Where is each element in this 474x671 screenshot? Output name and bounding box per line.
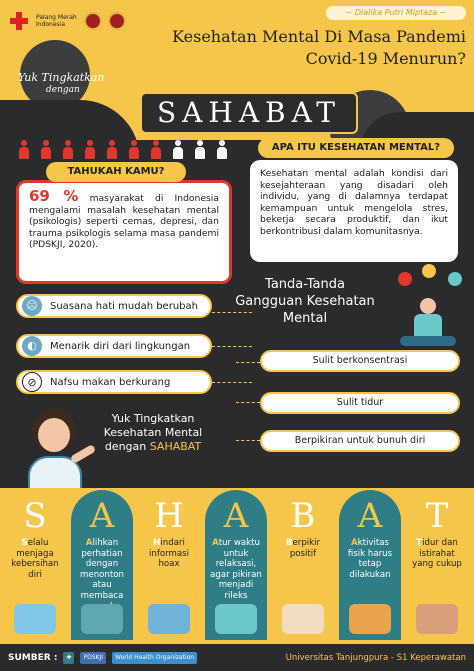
author-badge: ~ Dialika Putri Miptaza ~ <box>326 6 466 20</box>
yuk-line-2: dengan <box>46 85 80 95</box>
university-credit: Universitas Tanjungpura - S1 Keperawatan <box>285 652 466 663</box>
page-title <box>166 26 466 70</box>
card-letter: H <box>154 496 184 536</box>
sign-item-withdraw <box>16 334 212 358</box>
connector-line <box>212 346 252 347</box>
connector-line <box>212 382 252 383</box>
card-text: idur dan istirahat yang cukup <box>412 538 462 570</box>
card-desc <box>406 538 468 570</box>
card-letter: A <box>89 496 115 536</box>
cloud-icon <box>448 272 462 286</box>
org-text: Palang Merah Indonesia <box>36 14 77 28</box>
hand-wash-icon <box>14 604 56 634</box>
person-icon <box>216 140 228 160</box>
card-text: tur waktu untuk relaksasi, agar pikiran menjadi rileks <box>210 538 262 601</box>
speech-line-3a: dengan <box>104 440 150 453</box>
sign-label: Suasana hati mudah berubah <box>50 300 198 312</box>
sahabat-card-b <box>272 490 334 640</box>
sign-item-appetite <box>16 370 212 394</box>
sign-label: Nafsu makan berkurang <box>50 376 171 388</box>
person-icon <box>128 140 140 160</box>
sign-item-mood <box>16 294 212 318</box>
stat-percent: 69 % <box>29 187 79 205</box>
yuk-tagline <box>18 72 105 96</box>
exercise-icon <box>349 604 391 634</box>
no-food-icon: ⊘ <box>22 372 42 392</box>
card-first-letter: H <box>153 538 161 548</box>
person-icon <box>106 140 118 160</box>
yuk-line-1: Yuk Tingkatkan <box>18 71 105 84</box>
sun-icon <box>422 264 436 278</box>
card-first-letter: B <box>285 538 293 548</box>
people-icons <box>18 140 228 160</box>
apa-body: Kesehatan mental adalah kondisi dari kesejahteraan yang disadari oleh individu, yang di dalamnya terdapat kemampuan untuk mengelola stres, bekerja secara produktif, dan ikut berkontribusi dalam komunitasnya. <box>250 160 458 262</box>
speech-text <box>92 412 214 454</box>
card-desc <box>71 538 133 612</box>
card-text: elalu menjaga kebersihan diri <box>11 538 59 580</box>
person-icon <box>62 140 74 160</box>
footer <box>0 644 474 671</box>
card-letter: T <box>425 496 449 536</box>
red-cross-icon <box>8 10 30 32</box>
source-label: SUMBER : <box>8 652 58 663</box>
speech-highlight: SAHABAT <box>149 440 202 453</box>
title-line-2: Covid-19 Menurun? <box>305 49 466 68</box>
seal-icon <box>84 12 102 30</box>
card-text: erpikir positif <box>289 538 321 559</box>
tanda-heading: Tanda-Tanda Gangguan Kesehatan Mental <box>235 277 375 326</box>
who-logo: World Health Organization <box>112 652 197 664</box>
person-icon <box>172 140 184 160</box>
card-letter: A <box>223 496 249 536</box>
card-desc <box>339 538 401 580</box>
person-icon <box>150 140 162 160</box>
title-line-1: Kesehatan Mental Di Masa Pandemi <box>172 27 466 46</box>
card-text: lihkan perhatian dengan menonton atau membaca <box>80 538 124 601</box>
connector-line <box>212 312 252 313</box>
speech-line-3 <box>92 440 214 454</box>
sahabat-card-t <box>406 490 468 640</box>
speech-line-1: Yuk Tingkatkan <box>111 412 195 425</box>
card-letter: A <box>357 496 383 536</box>
pdskji-logo: PDSKJI <box>80 652 106 664</box>
meditation-illustration <box>394 264 466 364</box>
card-first-letter: A <box>212 538 219 548</box>
connector-line <box>236 362 260 363</box>
seal-icon <box>108 12 126 30</box>
card-desc <box>205 538 267 602</box>
person-icon <box>18 140 30 160</box>
person-legs <box>400 336 456 346</box>
card-desc <box>272 538 334 559</box>
sleeping-icon <box>416 604 458 634</box>
card-letter: B <box>290 496 316 536</box>
person-icon <box>84 140 96 160</box>
sahabat-title: SAHABAT <box>140 92 358 134</box>
card-first-letter: A <box>351 538 358 548</box>
ministry-logo: ✚ <box>63 652 74 664</box>
sahabat-card-h <box>138 490 200 640</box>
withdraw-icon: ◐ <box>22 336 42 356</box>
tahukah-heading: TAHUKAH KAMU? <box>46 162 186 182</box>
sign-item-concentration: Sulit berkonsentrasi <box>260 350 460 372</box>
connector-line <box>236 402 260 403</box>
card-text: indari informasi hoax <box>148 538 189 570</box>
tahukah-body <box>16 180 232 284</box>
org-logo <box>8 6 128 36</box>
card-letter: S <box>23 496 47 536</box>
card-first-letter: A <box>85 538 93 548</box>
card-desc <box>4 538 66 580</box>
card-text: ktivitas fisik harus tetap dilakukan <box>347 538 393 580</box>
sahabat-card-a3 <box>339 490 401 640</box>
stat-text: masyarakat di Indonesia mengalami masalah kesehatan mental (psikologis) seperti cemas, depresi, dan trauma psikologis selama masa pandemi (PDSKJI, 2020). <box>29 193 219 250</box>
person-icon <box>194 140 206 160</box>
speech-line-2: Kesehatan Mental <box>103 426 203 439</box>
sahabat-card-a1 <box>71 490 133 640</box>
apa-heading: APA ITU KESEHATAN MENTAL? <box>258 138 454 158</box>
card-desc <box>138 538 200 570</box>
connector-line <box>236 440 260 441</box>
reading-icon <box>81 604 123 634</box>
meditation-icon <box>215 604 257 634</box>
card-first-letter: S <box>21 538 28 548</box>
heart-icon <box>398 272 412 286</box>
woman-face <box>38 418 70 452</box>
megaphone-icon <box>148 604 190 634</box>
sahabat-card-a2 <box>205 490 267 640</box>
person-body <box>414 314 442 338</box>
sahabat-card-s <box>4 490 66 640</box>
sign-label: Menarik diri dari lingkungan <box>50 340 191 352</box>
thinking-person-icon <box>282 604 324 634</box>
person-icon <box>40 140 52 160</box>
card-first-letter: T <box>416 538 423 548</box>
sign-item-suicidal: Berpikiran untuk bunuh diri <box>260 430 460 452</box>
sign-item-sleep: Sulit tidur <box>260 392 460 414</box>
sad-face-icon: ☹ <box>22 296 42 316</box>
person-head <box>420 298 436 314</box>
